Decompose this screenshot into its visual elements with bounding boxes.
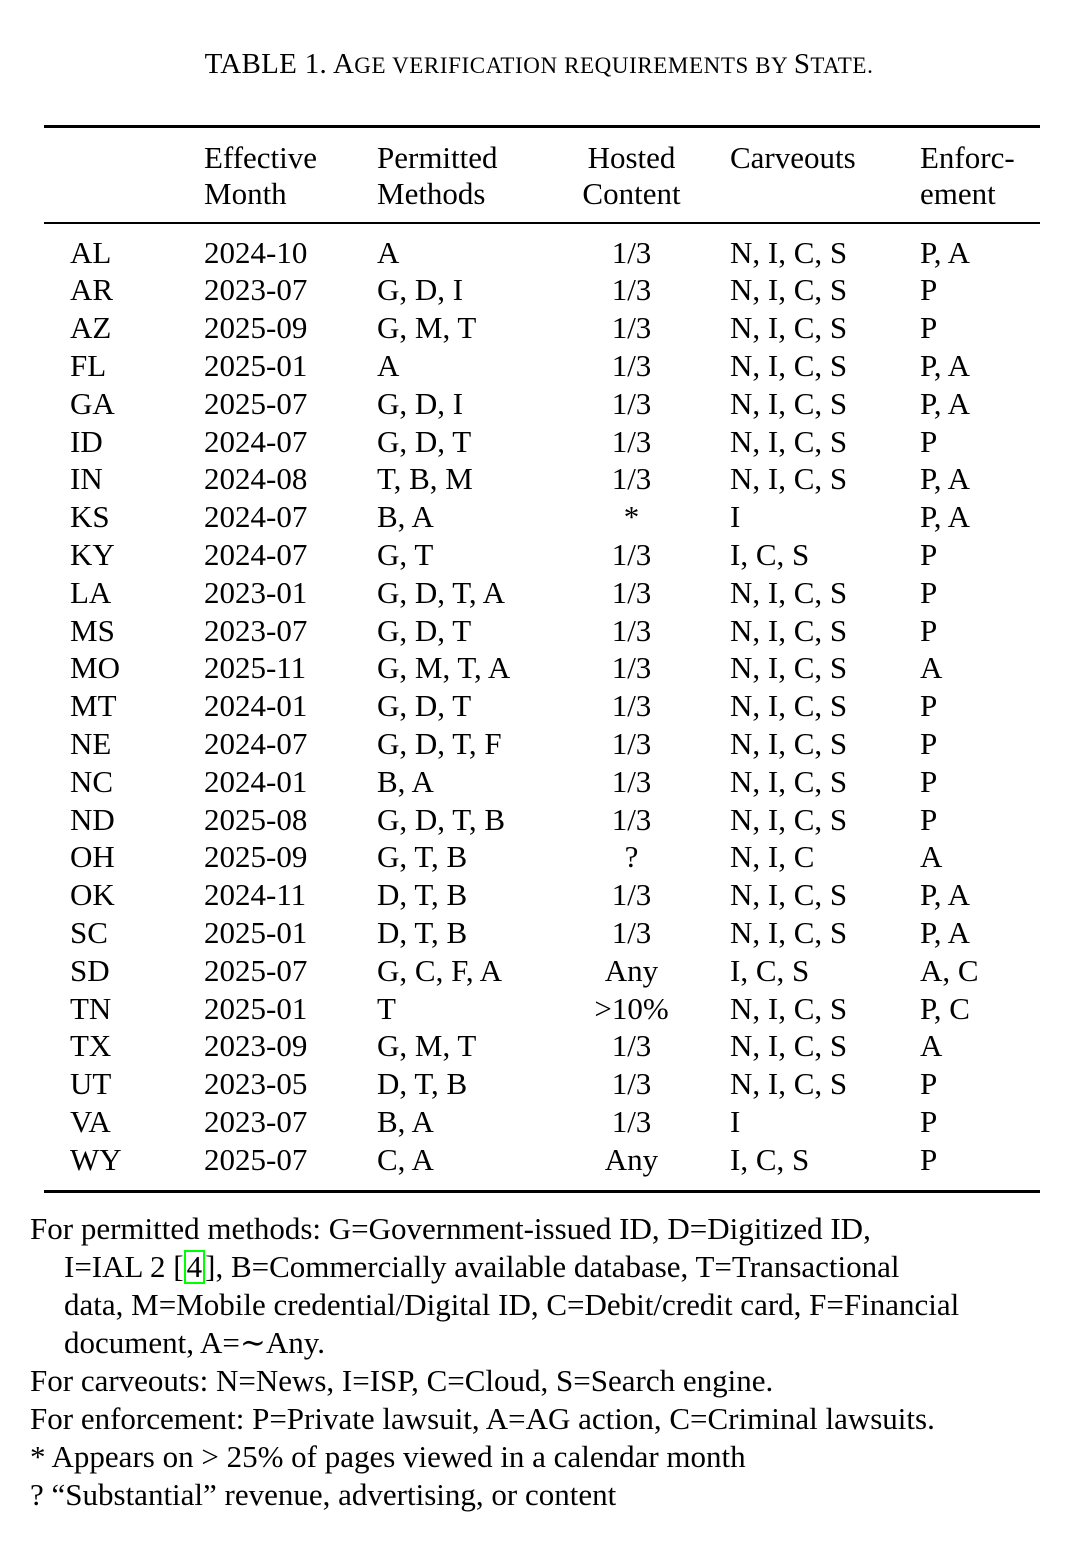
cell-effective-month: 2025-01 bbox=[204, 347, 308, 383]
header-state bbox=[44, 128, 204, 222]
table-row bbox=[44, 1103, 1040, 1141]
cell-carveouts: N, I, C, S bbox=[730, 612, 848, 648]
cell-state: GA bbox=[70, 385, 115, 421]
cell-carveouts: N, I, C, S bbox=[730, 1028, 848, 1064]
cell-carveouts: N, I, C, S bbox=[730, 650, 848, 686]
cell-permitted-methods: C, A bbox=[377, 1141, 434, 1177]
cell-carveouts: N, I, C, S bbox=[730, 877, 848, 913]
cell-effective-month: 2025-07 bbox=[204, 1141, 308, 1177]
cell-enforcement: P bbox=[920, 1141, 938, 1177]
cell-hosted-content: 1/3 bbox=[611, 310, 652, 346]
cell-permitted-methods: B, A bbox=[377, 499, 434, 535]
caption-initial-2: S bbox=[793, 48, 811, 80]
table-row bbox=[44, 224, 1040, 272]
cell-carveouts: N, I, C, S bbox=[730, 990, 848, 1026]
cell-enforcement: P, A bbox=[920, 914, 970, 950]
cell-effective-month: 2025-01 bbox=[204, 990, 308, 1026]
cell-effective-month: 2023-07 bbox=[204, 1103, 308, 1139]
cell-permitted-methods: G, D, T bbox=[377, 612, 472, 648]
cell-enforcement: P bbox=[920, 272, 938, 308]
cell-state: OK bbox=[70, 877, 115, 913]
header-enforcement: Enforc- ement bbox=[920, 140, 1015, 211]
cell-carveouts: N, I, C, S bbox=[730, 763, 848, 799]
table-row bbox=[44, 1065, 1040, 1103]
cell-hosted-content: 1/3 bbox=[611, 574, 652, 610]
table-row bbox=[44, 536, 1040, 574]
cell-state: OH bbox=[70, 839, 115, 875]
cell-hosted-content: 1/3 bbox=[611, 914, 652, 950]
cell-enforcement: P bbox=[920, 310, 938, 346]
cell-enforcement: P, A bbox=[920, 461, 970, 497]
cell-permitted-methods: A bbox=[377, 234, 400, 270]
cell-state: ND bbox=[70, 801, 115, 837]
cell-effective-month: 2024-10 bbox=[204, 234, 308, 270]
cell-state: AZ bbox=[70, 310, 112, 346]
cell-state: TX bbox=[70, 1028, 112, 1064]
cell-hosted-content: 1/3 bbox=[611, 1066, 652, 1102]
cell-hosted-content: * bbox=[623, 499, 640, 535]
cell-state: SC bbox=[70, 914, 108, 950]
table-caption bbox=[0, 48, 1078, 81]
cell-permitted-methods: G, D, T, F bbox=[377, 725, 502, 761]
cell-state: AR bbox=[70, 272, 114, 308]
cell-carveouts: N, I, C, S bbox=[730, 688, 848, 724]
table-row bbox=[44, 801, 1040, 839]
cell-enforcement: A bbox=[920, 839, 943, 875]
data-table bbox=[44, 128, 1040, 222]
cell-effective-month: 2025-01 bbox=[204, 914, 308, 950]
cell-state: MO bbox=[70, 650, 120, 686]
note-question: ? “Substantial” revenue, advertising, or content bbox=[30, 1477, 617, 1512]
table-row bbox=[44, 1141, 1040, 1190]
cell-permitted-methods: G, D, T, B bbox=[377, 801, 506, 837]
cell-effective-month: 2024-07 bbox=[204, 423, 308, 459]
cell-enforcement: A bbox=[920, 1028, 943, 1064]
cell-enforcement: P, A bbox=[920, 877, 970, 913]
citation-link[interactable]: 4 bbox=[184, 1250, 206, 1284]
cell-hosted-content: 1/3 bbox=[611, 1028, 652, 1064]
note-enforcement: For enforcement: P=Private lawsuit, A=AG action, C=Criminal lawsuits. bbox=[30, 1401, 935, 1436]
cell-effective-month: 2024-01 bbox=[204, 763, 308, 799]
note-permitted-methods: For permitted methods: G=Government-issued ID, D=Digitized ID, I=IAL 2 [4], B=Commercially available database, T=Transactional data, M=Mobile credential/Digital ID, C=Debit/credit card, F=Financial document, A=∼Any. bbox=[30, 1211, 960, 1360]
cell-enforcement: P bbox=[920, 612, 938, 648]
cell-effective-month: 2024-08 bbox=[204, 461, 308, 497]
cell-state: SD bbox=[70, 952, 110, 988]
cell-effective-month: 2025-07 bbox=[204, 952, 308, 988]
cell-permitted-methods: G, D, I bbox=[377, 385, 464, 421]
cell-permitted-methods: D, T, B bbox=[377, 914, 468, 950]
cell-carveouts: I, C, S bbox=[730, 952, 810, 988]
cell-enforcement: A bbox=[920, 650, 943, 686]
cell-state: NC bbox=[70, 763, 114, 799]
header-permitted-methods: Permitted Methods bbox=[377, 140, 498, 211]
table-row bbox=[44, 612, 1040, 650]
cell-state: FL bbox=[70, 347, 107, 383]
table-row bbox=[44, 271, 1040, 309]
cell-enforcement: P bbox=[920, 423, 938, 459]
caption-number: TABLE 1. bbox=[204, 48, 328, 80]
cell-hosted-content: 1/3 bbox=[611, 650, 652, 686]
cell-state: IN bbox=[70, 461, 103, 497]
cell-enforcement: P bbox=[920, 1103, 938, 1139]
cell-effective-month: 2025-07 bbox=[204, 385, 308, 421]
bottom-rule bbox=[44, 1190, 1040, 1193]
cell-permitted-methods: G, D, T, A bbox=[377, 574, 506, 610]
cell-effective-month: 2025-11 bbox=[204, 650, 307, 686]
cell-enforcement: P bbox=[920, 801, 938, 837]
cell-hosted-content: Any bbox=[604, 952, 659, 988]
cell-enforcement: P bbox=[920, 1066, 938, 1102]
cell-permitted-methods: G, D, I bbox=[377, 272, 464, 308]
cell-effective-month: 2023-05 bbox=[204, 1066, 308, 1102]
cell-permitted-methods: A bbox=[377, 347, 400, 383]
cell-carveouts: N, I, C, S bbox=[730, 801, 848, 837]
cell-effective-month: 2024-07 bbox=[204, 725, 308, 761]
cell-enforcement: P, A bbox=[920, 499, 970, 535]
cell-permitted-methods: G, C, F, A bbox=[377, 952, 502, 988]
cell-permitted-methods: B, A bbox=[377, 1103, 434, 1139]
cell-hosted-content: Any bbox=[604, 1141, 659, 1177]
cell-hosted-content: 1/3 bbox=[611, 725, 652, 761]
cell-hosted-content: 1/3 bbox=[611, 1103, 652, 1139]
cell-carveouts: I bbox=[730, 1103, 741, 1139]
cell-effective-month: 2024-07 bbox=[204, 499, 308, 535]
table-row bbox=[44, 1027, 1040, 1065]
table-row bbox=[44, 763, 1040, 801]
note-asterisk: * Appears on > 25% of pages viewed in a calendar month bbox=[30, 1439, 746, 1474]
caption-rest-2: TATE. bbox=[810, 53, 874, 78]
table-row bbox=[44, 649, 1040, 687]
cell-hosted-content: >10% bbox=[594, 990, 669, 1026]
cell-enforcement: P, A bbox=[920, 347, 970, 383]
caption-initial-1: A bbox=[333, 48, 355, 80]
table-row bbox=[44, 990, 1040, 1028]
cell-hosted-content: 1/3 bbox=[611, 272, 652, 308]
cell-effective-month: 2023-07 bbox=[204, 272, 308, 308]
cell-hosted-content: 1/3 bbox=[611, 234, 652, 270]
table-row bbox=[44, 423, 1040, 461]
cell-hosted-content: 1/3 bbox=[611, 612, 652, 648]
cell-effective-month: 2025-09 bbox=[204, 310, 308, 346]
header-hosted-content: Hosted Content bbox=[582, 140, 681, 211]
header-row bbox=[44, 128, 1040, 222]
cell-state: TN bbox=[70, 990, 112, 1026]
cell-hosted-content: 1/3 bbox=[611, 536, 652, 572]
cell-permitted-methods: G, M, T, A bbox=[377, 650, 511, 686]
cell-permitted-methods: D, T, B bbox=[377, 877, 468, 913]
cell-permitted-methods: G, D, T bbox=[377, 688, 472, 724]
cell-permitted-methods: G, T, B bbox=[377, 839, 468, 875]
cell-state: MT bbox=[70, 688, 117, 724]
cell-carveouts: N, I, C bbox=[730, 839, 815, 875]
cell-carveouts: N, I, C, S bbox=[730, 423, 848, 459]
cell-effective-month: 2024-01 bbox=[204, 688, 308, 724]
cell-effective-month: 2025-09 bbox=[204, 839, 308, 875]
cell-state: UT bbox=[70, 1066, 112, 1102]
table-notes bbox=[30, 1210, 1070, 1514]
cell-carveouts: I bbox=[730, 499, 741, 535]
cell-state: WY bbox=[70, 1141, 122, 1177]
cell-state: LA bbox=[70, 574, 112, 610]
header-effective-month: Effective Month bbox=[204, 140, 318, 211]
cell-hosted-content: 1/3 bbox=[611, 461, 652, 497]
cell-state: KY bbox=[70, 536, 115, 572]
cell-carveouts: N, I, C, S bbox=[730, 234, 848, 270]
cell-carveouts: I, C, S bbox=[730, 536, 810, 572]
cell-effective-month: 2023-01 bbox=[204, 574, 308, 610]
cell-permitted-methods: B, A bbox=[377, 763, 434, 799]
cell-carveouts: N, I, C, S bbox=[730, 725, 848, 761]
cell-permitted-methods: T, B, M bbox=[377, 461, 473, 497]
header-carveouts: Carveouts bbox=[730, 140, 856, 175]
cell-enforcement: A, C bbox=[920, 952, 979, 988]
cell-state: KS bbox=[70, 499, 110, 535]
table-row bbox=[44, 574, 1040, 612]
cell-hosted-content: 1/3 bbox=[611, 423, 652, 459]
cell-carveouts: N, I, C, S bbox=[730, 1066, 848, 1102]
cell-hosted-content: 1/3 bbox=[611, 688, 652, 724]
cell-enforcement: P bbox=[920, 536, 938, 572]
cell-state: MS bbox=[70, 612, 115, 648]
note-carveouts: For carveouts: N=News, I=ISP, C=Cloud, S=Search engine. bbox=[30, 1363, 774, 1398]
cell-permitted-methods: D, T, B bbox=[377, 1066, 468, 1102]
cell-hosted-content: 1/3 bbox=[611, 347, 652, 383]
data-table-body bbox=[44, 224, 1040, 1190]
cell-carveouts: N, I, C, S bbox=[730, 347, 848, 383]
table-row bbox=[44, 952, 1040, 990]
table-row bbox=[44, 309, 1040, 347]
table-row bbox=[44, 498, 1040, 536]
cell-enforcement: P bbox=[920, 763, 938, 799]
cell-state: VA bbox=[70, 1103, 111, 1139]
table-row bbox=[44, 687, 1040, 725]
cell-permitted-methods: G, M, T bbox=[377, 310, 477, 346]
cell-carveouts: N, I, C, S bbox=[730, 310, 848, 346]
cell-enforcement: P bbox=[920, 574, 938, 610]
cell-hosted-content: 1/3 bbox=[611, 801, 652, 837]
cell-permitted-methods: T bbox=[377, 990, 396, 1026]
cell-effective-month: 2024-11 bbox=[204, 877, 307, 913]
cell-permitted-methods: G, D, T bbox=[377, 423, 472, 459]
cell-permitted-methods: G, M, T bbox=[377, 1028, 477, 1064]
table-row bbox=[44, 347, 1040, 385]
cell-hosted-content: 1/3 bbox=[611, 877, 652, 913]
cell-carveouts: N, I, C, S bbox=[730, 461, 848, 497]
table-row bbox=[44, 385, 1040, 423]
cell-carveouts: I, C, S bbox=[730, 1141, 810, 1177]
cell-state: ID bbox=[70, 423, 103, 459]
cell-enforcement: P, A bbox=[920, 234, 970, 270]
table-row bbox=[44, 838, 1040, 876]
caption-rest-1: GE VERIFICATION REQUIREMENTS BY bbox=[354, 53, 794, 78]
table-row bbox=[44, 460, 1040, 498]
cell-hosted-content: ? bbox=[624, 839, 639, 875]
table-row bbox=[44, 914, 1040, 952]
cell-carveouts: N, I, C, S bbox=[730, 272, 848, 308]
cell-enforcement: P, A bbox=[920, 385, 970, 421]
cell-effective-month: 2025-08 bbox=[204, 801, 308, 837]
cell-state: AL bbox=[70, 234, 112, 270]
cell-hosted-content: 1/3 bbox=[611, 763, 652, 799]
cell-effective-month: 2023-09 bbox=[204, 1028, 308, 1064]
cell-enforcement: P bbox=[920, 725, 938, 761]
cell-enforcement: P bbox=[920, 688, 938, 724]
cell-carveouts: N, I, C, S bbox=[730, 385, 848, 421]
table-row bbox=[44, 876, 1040, 914]
cell-hosted-content: 1/3 bbox=[611, 385, 652, 421]
table-row bbox=[44, 725, 1040, 763]
cell-enforcement: P, C bbox=[920, 990, 970, 1026]
cell-carveouts: N, I, C, S bbox=[730, 574, 848, 610]
age-verification-table bbox=[44, 125, 1040, 1193]
cell-effective-month: 2024-07 bbox=[204, 536, 308, 572]
cell-state: NE bbox=[70, 725, 112, 761]
cell-carveouts: N, I, C, S bbox=[730, 914, 848, 950]
cell-permitted-methods: G, T bbox=[377, 536, 434, 572]
cell-effective-month: 2023-07 bbox=[204, 612, 308, 648]
